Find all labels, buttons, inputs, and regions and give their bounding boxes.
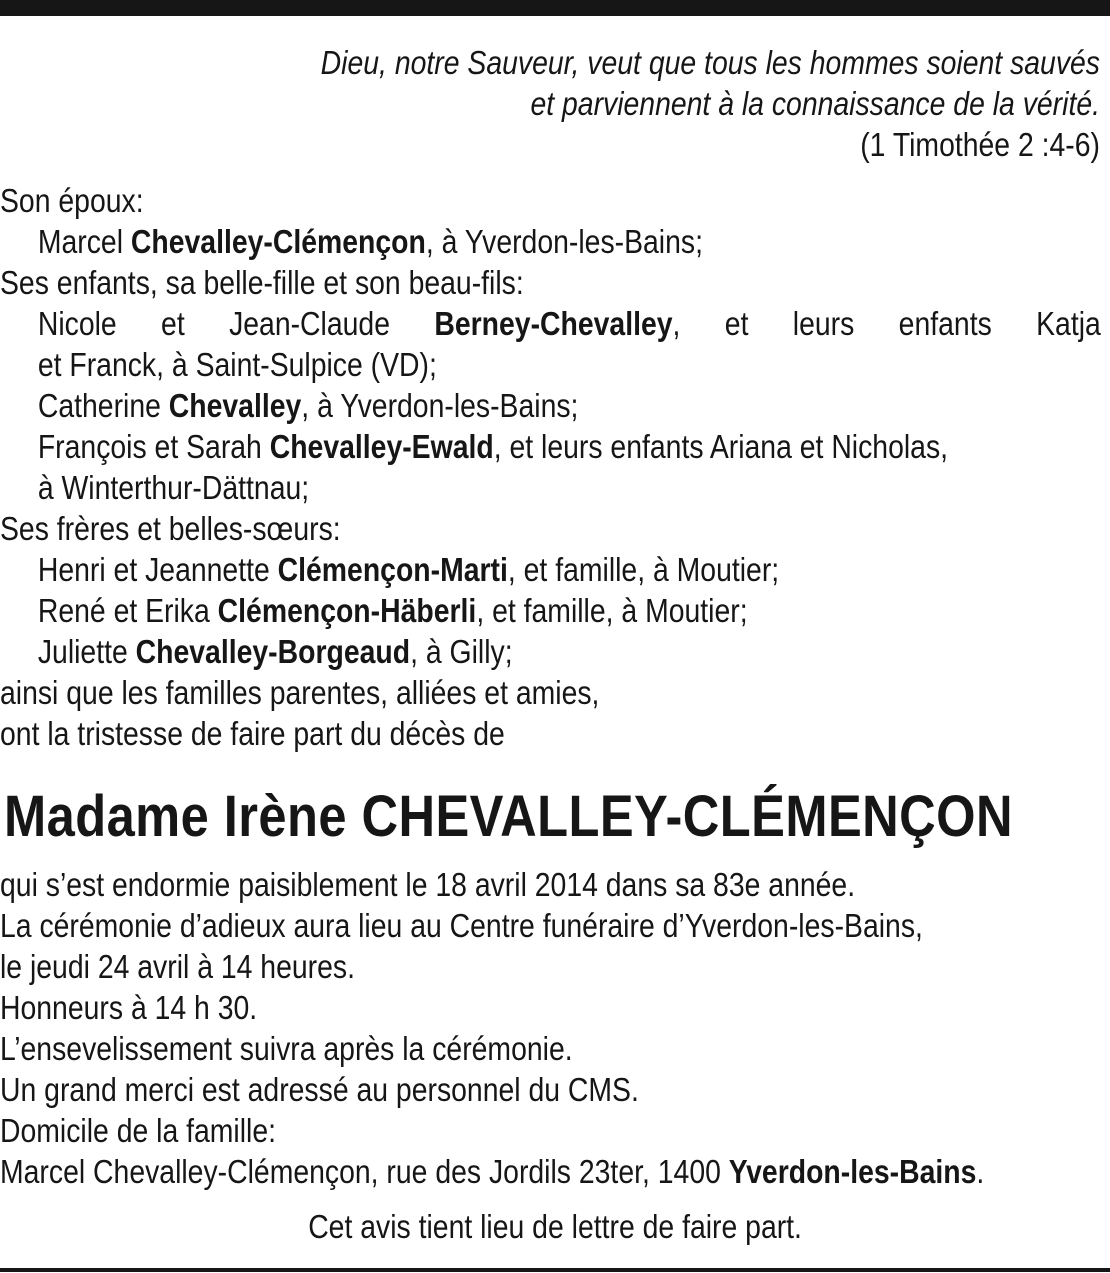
- verse-line-1: Dieu, notre Sauveur, veut que tous les hommes soient sauvés: [320, 44, 1101, 81]
- child-3-first-names: François et Sarah: [37, 428, 270, 465]
- spouse-entry: [0, 221, 1101, 262]
- sibling-3-surname: Chevalley-Borgeaud: [135, 633, 411, 670]
- announcement-line: ont la tristesse de faire part du décès de: [0, 715, 505, 752]
- address-street: Marcel Chevalley-Clémençon, rue des Jordils 23ter, 1400: [0, 1153, 729, 1190]
- sibling-3-location: , à Gilly;: [410, 633, 513, 670]
- passing-line: qui s’est endormie paisiblement le 18 avril 2014 dans sa 83e année.: [0, 866, 856, 903]
- ceremony-details: [0, 864, 1101, 1192]
- child-2-surname: Chevalley: [168, 387, 302, 424]
- child-1-details: , et leurs enfants Katja: [672, 305, 1101, 342]
- child-1-surname: Berney-Chevalley: [434, 305, 673, 342]
- child-3-entry: [0, 426, 1101, 467]
- sibling-3-entry: [0, 631, 1101, 672]
- ceremony-date: le jeudi 24 avril à 14 heures.: [0, 948, 355, 985]
- ceremony-line: La cérémonie d’adieux aura lieu au Centre funéraire d’Yverdon-les-Bains,: [0, 907, 923, 944]
- sibling-2-surname: Clémençon-Häberli: [217, 592, 477, 629]
- address-end: .: [976, 1153, 985, 1190]
- sibling-1-details: , et famille, à Moutier;: [507, 551, 780, 588]
- thanks-line: Un grand merci est adressé au personnel du CMS.: [0, 1071, 639, 1108]
- sibling-2-details: , et famille, à Moutier;: [476, 592, 748, 629]
- child-1-entry: [0, 303, 1101, 344]
- honours-time: Honneurs à 14 h 30.: [0, 989, 258, 1026]
- sibling-3-first-name: Juliette: [37, 633, 136, 670]
- child-2-location: , à Yverdon-les-Bains;: [301, 387, 579, 424]
- child-1-location: et Franck, à Saint-Sulpice (VD);: [37, 346, 437, 383]
- sibling-1-entry: [0, 549, 1101, 590]
- family-list: [0, 180, 1101, 754]
- top-rule: [0, 0, 1110, 16]
- closing-text: Cet avis tient lieu de lettre de faire part.: [308, 1208, 802, 1245]
- siblings-heading: Ses frères et belles-sœurs:: [0, 510, 341, 547]
- child-3-surname: Chevalley-Ewald: [269, 428, 494, 465]
- bottom-rule: [0, 1268, 1110, 1272]
- child-1-first-names: Nicole et Jean-Claude: [37, 305, 435, 342]
- sibling-2-entry: [0, 590, 1101, 631]
- spouse-surname: Chevalley-Clémençon: [130, 223, 426, 260]
- verse-line-2: et parviennent à la connaissance de la vérité.: [530, 85, 1100, 122]
- verse-reference: (1 Timothée 2 :4-6): [860, 126, 1100, 163]
- address-city: Yverdon-les-Bains: [728, 1153, 977, 1190]
- sibling-1-surname: Clémençon-Marti: [277, 551, 508, 588]
- spouse-first-name: Marcel: [37, 223, 131, 260]
- child-2-first-name: Catherine: [37, 387, 169, 424]
- bible-verse: [240, 42, 1100, 165]
- child-3-details: , et leurs enfants Ariana et Nicholas,: [493, 428, 949, 465]
- extended-family-line: ainsi que les familles parentes, alliées et amies,: [0, 674, 600, 711]
- children-heading: Ses enfants, sa belle-fille et son beau-fils:: [0, 264, 524, 301]
- spouse-heading: Son époux:: [0, 182, 144, 219]
- closing-note: [0, 1206, 1110, 1247]
- child-2-entry: [0, 385, 1101, 426]
- sibling-1-first-names: Henri et Jeannette: [37, 551, 278, 588]
- child-3-location: à Winterthur-Dättnau;: [37, 469, 310, 506]
- deceased-name: Madame Irène CHEVALLEY-CLÉMENÇON: [4, 784, 1013, 849]
- domicile-address: [0, 1151, 1101, 1192]
- sibling-2-first-names: René et Erika: [37, 592, 218, 629]
- spouse-location: , à Yverdon-les-Bains;: [425, 223, 703, 260]
- domicile-heading: Domicile de la famille:: [0, 1112, 277, 1149]
- burial-line: L’ensevelissement suivra après la cérémonie.: [0, 1030, 573, 1067]
